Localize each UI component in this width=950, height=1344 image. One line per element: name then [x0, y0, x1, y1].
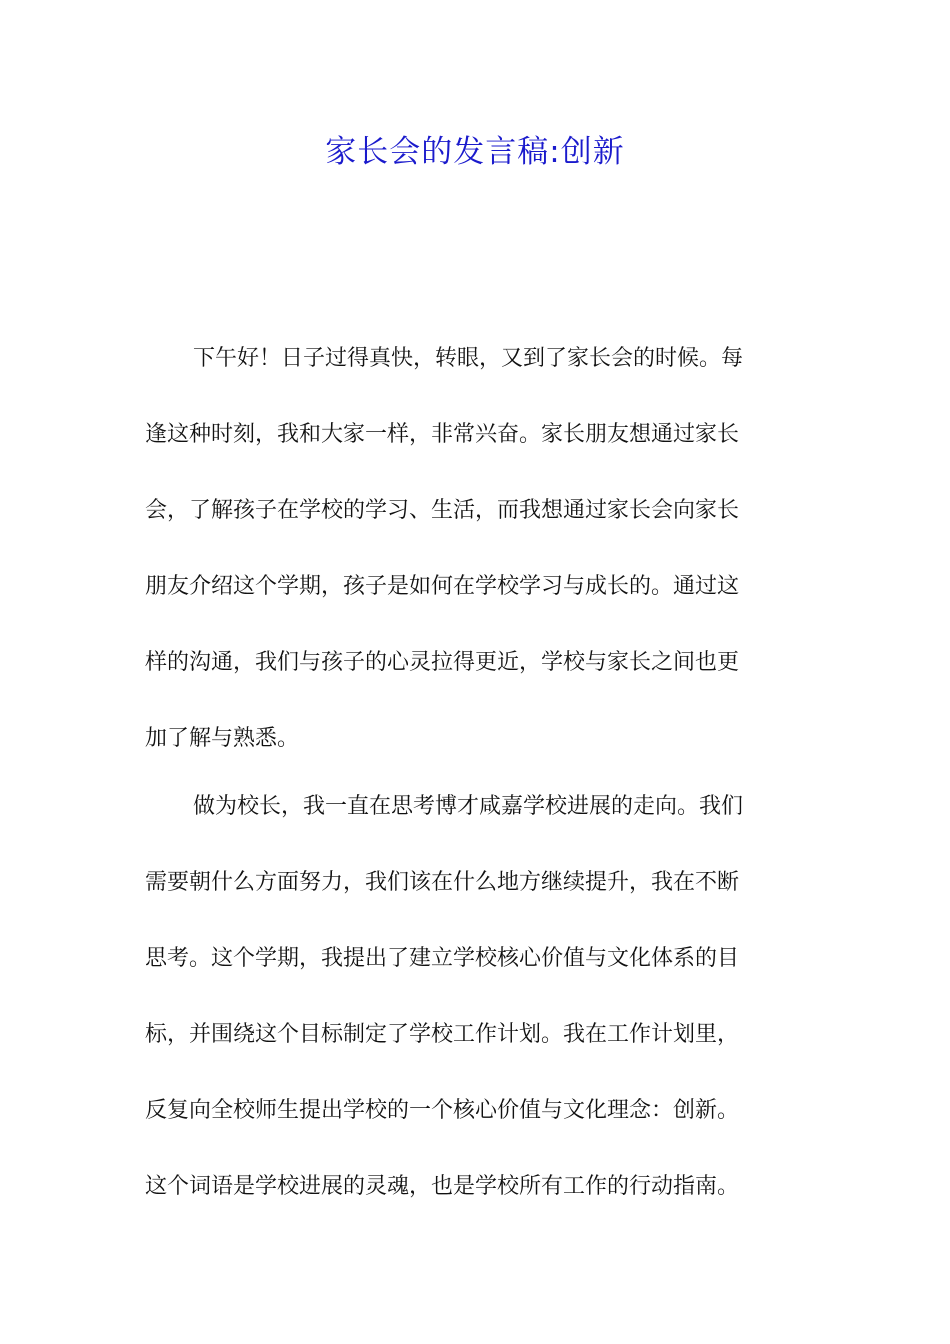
paragraph-line: 加了解与熟悉。: [145, 726, 300, 751]
document-title: 家长会的发言稿:创新: [325, 134, 625, 170]
paragraph-line: 思考。这个学期，我提出了建立学校核心价值与文化体系的目: [145, 946, 740, 971]
paragraph-line: 做为校长，我一直在思考博才咸嘉学校进展的走向。我们: [193, 794, 744, 819]
paragraph-line: 会，了解孩子在学校的学习、生活，而我想通过家长会向家长: [145, 498, 740, 523]
paragraph-line: 逢这种时刻，我和大家一样，非常兴奋。家长朋友想通过家长: [145, 422, 740, 447]
paragraph-line: 样的沟通，我们与孩子的心灵拉得更近，学校与家长之间也更: [145, 650, 740, 675]
paragraph-line: 这个词语是学校进展的灵魂，也是学校所有工作的行动指南。: [145, 1174, 740, 1199]
paragraph-line: 朋友介绍这个学期，孩子是如何在学校学习与成长的。通过这: [145, 574, 740, 599]
paragraph-line: 反复向全校师生提出学校的一个核心价值与文化理念：创新。: [145, 1098, 740, 1123]
paragraph-line: 下午好！日子过得真快，转眼，又到了家长会的时候。每: [193, 346, 744, 371]
paragraph-line: 标，并围绕这个目标制定了学校工作计划。我在工作计划里，: [145, 1022, 740, 1047]
paragraph-line: 需要朝什么方面努力，我们该在什么地方继续提升，我在不断: [145, 870, 740, 895]
